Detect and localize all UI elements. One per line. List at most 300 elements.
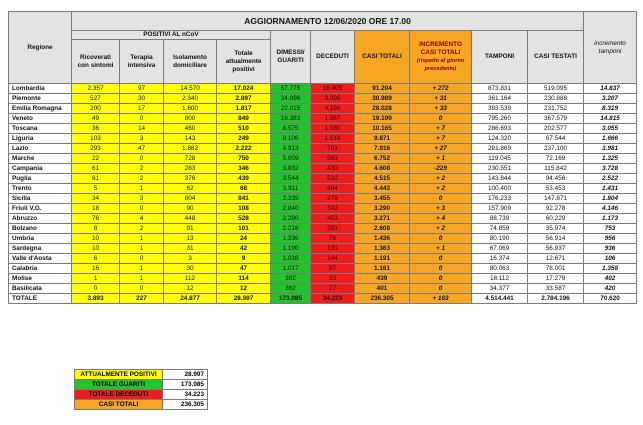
cell-casi-testati: 202.577 [528, 124, 584, 134]
cell-terapia: 3 [120, 134, 164, 144]
cell-incremento-tamponi: 3.055 [584, 124, 637, 134]
cell-isolamento: 12 [164, 284, 217, 294]
cell-totale-positivi: 12 [217, 284, 271, 294]
cell-casi-totali: 1.191 [355, 254, 410, 264]
total-row [9, 294, 637, 304]
cell-casi-testati: 230.888 [528, 94, 584, 104]
cell-terapia: 47 [120, 144, 164, 154]
cell-isolamento: 800 [164, 114, 217, 124]
cell-incremento-tamponi: 956 [584, 234, 637, 244]
header-isolamento: Isolamento domiciliare [164, 40, 217, 84]
cell-ricoverati: 10 [72, 244, 120, 254]
cell-dimessi: 3.832 [271, 164, 311, 174]
cell-ricoverati: 22 [72, 154, 120, 164]
cell-ricoverati: 527 [72, 94, 120, 104]
cell-casi-totali: 7.916 [355, 144, 410, 154]
cell-totale-positivi: 2.897 [217, 94, 271, 104]
cell-casi-totali: 439 [355, 274, 410, 284]
cell-casi-testati: 231.752 [528, 104, 584, 114]
cell-isolamento: 13 [164, 234, 217, 244]
cell-casi-testati: 12.671 [528, 254, 584, 264]
cell-tamponi: 34.377 [472, 284, 528, 294]
cell-isolamento: 112 [164, 274, 217, 284]
cell-tamponi: 157.909 [472, 204, 528, 214]
cell-casi-testati: 72.169 [528, 154, 584, 164]
summary-row [75, 380, 208, 390]
cell-incremento: + 4 [410, 214, 472, 224]
cell-totale-positivi: 346 [217, 164, 271, 174]
summary-label: CASI TOTALI [75, 400, 163, 410]
summary-value: 28.997 [163, 370, 208, 380]
cell-tamponi: 119.045 [472, 154, 528, 164]
header-casi-totali: CASI TOTALI [355, 31, 410, 84]
cell-deceduti: 23 [311, 274, 355, 284]
cell-tamponi: 100.400 [472, 184, 528, 194]
cell-isolamento: 2.340 [164, 94, 217, 104]
cell-deceduti: 291 [311, 224, 355, 234]
cell-isolamento: 14.570 [164, 84, 217, 94]
table-row [9, 134, 637, 144]
cell-tamponi: 291.869 [472, 144, 528, 154]
cell-totale-positivi: 9 [217, 254, 271, 264]
cell-dimessi: 57.775 [271, 84, 311, 94]
cell-incremento-tamponi: 1.358 [584, 264, 637, 274]
header-dimessi: DIMESSI/ GUARITI [271, 31, 311, 84]
cell-incremento-tamponi: 3.207 [584, 94, 637, 104]
cell-terapia: 97 [120, 84, 164, 94]
cell-ricoverati: 1 [72, 274, 120, 284]
cell-casi-totali: 4.515 [355, 174, 410, 184]
cell-isolamento: 283 [164, 164, 217, 174]
total-cell-totale-positivi: 28.997 [217, 294, 271, 304]
cell-tamponi: 143.844 [472, 174, 528, 184]
total-cell-deceduti: 34.223 [311, 294, 355, 304]
table-row [9, 174, 637, 184]
cell-tamponi: 16.374 [472, 254, 528, 264]
cell-ricoverati: 0 [72, 284, 120, 294]
cell-deceduti: 76 [311, 234, 355, 244]
cell-casi-totali: 19.199 [355, 114, 410, 124]
cell-casi-totali: 2.608 [355, 224, 410, 234]
cell-ricoverati: 76 [72, 214, 120, 224]
cell-ricoverati: 49 [72, 114, 120, 124]
cell-totale-positivi: 510 [217, 124, 271, 134]
cell-terapia: 1 [120, 234, 164, 244]
cell-incremento: + 1 [410, 154, 472, 164]
cell-isolamento: 62 [164, 184, 217, 194]
cell-ricoverati: 200 [72, 104, 120, 114]
cell-isolamento: 143 [164, 134, 217, 144]
cell-deceduti: 279 [311, 194, 355, 204]
cell-casi-totali: 30.989 [355, 94, 410, 104]
header-deceduti: DECEDUTI [311, 31, 355, 84]
cell-casi-testati: 115.842 [528, 164, 584, 174]
total-cell-tamponi: 4.514.441 [472, 294, 528, 304]
cell-casi-totali: 1.363 [355, 244, 410, 254]
cell-dimessi: 1.336 [271, 234, 311, 244]
cell-incremento-tamponi: 1.431 [584, 184, 637, 194]
table-row [9, 124, 637, 134]
cell-dimessi: 2.290 [271, 214, 311, 224]
cell-casi-totali: 3.271 [355, 214, 410, 224]
cell-dimessi: 302 [271, 274, 311, 284]
cell-ricoverati: 6 [72, 254, 120, 264]
cell-isolamento: 3 [164, 254, 217, 264]
cell-deceduti: 342 [311, 204, 355, 214]
total-cell-incremento: + 163 [410, 294, 472, 304]
cell-tamponi: 393.539 [472, 104, 528, 114]
cell-region: Friuli V.G. [9, 204, 72, 214]
cell-ricoverati: 293 [72, 144, 120, 154]
cell-region: Veneto [9, 114, 72, 124]
cell-casi-totali: 401 [355, 284, 410, 294]
cell-tamponi: 88.739 [472, 214, 528, 224]
total-cell-casi-testati: 2.784.196 [528, 294, 584, 304]
cell-terapia: 1 [120, 264, 164, 274]
cell-region: Calabria [9, 264, 72, 274]
cell-region: Campania [9, 164, 72, 174]
cell-incremento: -229 [410, 164, 472, 174]
cell-incremento: + 33 [410, 104, 472, 114]
header-tamponi: TAMPONI [472, 31, 528, 84]
cell-dimessi: 1.038 [271, 254, 311, 264]
cell-ricoverati: 61 [72, 174, 120, 184]
cell-incremento-tamponi: 14.837 [584, 84, 637, 94]
cell-dimessi: 362 [271, 284, 311, 294]
cell-casi-totali: 1.161 [355, 264, 410, 274]
table-row [9, 164, 637, 174]
cell-ricoverati: 16 [72, 264, 120, 274]
cell-incremento-tamponi: 4.146 [584, 204, 637, 214]
table-row [9, 284, 637, 294]
cell-region: Molise [9, 274, 72, 284]
cell-terapia: 4 [120, 214, 164, 224]
cell-dimessi: 2.335 [271, 194, 311, 204]
cell-tamponi: 286.693 [472, 124, 528, 134]
cell-incremento-tamponi: 2.522 [584, 174, 637, 184]
cell-region: Valle d'Aosta [9, 254, 72, 264]
cell-incremento-tamponi: 1.804 [584, 194, 637, 204]
cell-casi-testati: 67.544 [528, 134, 584, 144]
cell-region: Lombardia [9, 84, 72, 94]
cell-tamponi: 176.233 [472, 194, 528, 204]
summary-label: ATTUALMENTE POSITIVI [75, 370, 163, 380]
cell-casi-testati: 519.095 [528, 84, 584, 94]
cell-incremento: + 7 [410, 134, 472, 144]
cell-casi-totali: 4.443 [355, 184, 410, 194]
table-row [9, 144, 637, 154]
cell-incremento-tamponi: 14.815 [584, 114, 637, 124]
cell-dimessi: 8.106 [271, 134, 311, 144]
cell-casi-testati: 35.974 [528, 224, 584, 234]
cell-terapia: 2 [120, 224, 164, 234]
cell-isolamento: 376 [164, 174, 217, 184]
cell-terapia: 0 [120, 114, 164, 124]
page-title: AGGIORNAMENTO 12/06/2020 ORE 17.00 [72, 12, 584, 31]
cell-casi-totali: 4.608 [355, 164, 410, 174]
total-cell-ricoverati: 3.893 [72, 294, 120, 304]
cell-deceduti: 27 [311, 284, 355, 294]
cell-isolamento: 728 [164, 154, 217, 164]
data-table [8, 11, 637, 304]
cell-casi-totali: 6.752 [355, 154, 410, 164]
cell-ricoverati: 10 [72, 234, 120, 244]
cell-terapia: 1 [120, 244, 164, 254]
cell-terapia: 1 [120, 184, 164, 194]
cell-region: Bolzano [9, 224, 72, 234]
cell-casi-totali: 91.204 [355, 84, 410, 94]
cell-dimessi: 24.096 [271, 94, 311, 104]
cell-terapia: 0 [120, 284, 164, 294]
cell-deceduti: 993 [311, 154, 355, 164]
cell-tamponi: 67.069 [472, 244, 528, 254]
total-cell-incremento-tamponi: 70.620 [584, 294, 637, 304]
cell-totale-positivi: 17.024 [217, 84, 271, 94]
cell-incremento: + 1 [410, 244, 472, 254]
cell-ricoverati: 103 [72, 134, 120, 144]
cell-deceduti: 430 [311, 164, 355, 174]
cell-ricoverati: 5 [72, 184, 120, 194]
header-positivi-group: POSITIVI AL nCoV [72, 31, 271, 40]
cell-totale-positivi: 249 [217, 134, 271, 144]
cell-isolamento: 1.600 [164, 104, 217, 114]
cell-deceduti: 4.196 [311, 104, 355, 114]
cell-terapia: 0 [120, 254, 164, 264]
header-totale-positivi: Totale attualmente positivi [217, 40, 271, 84]
cell-ricoverati: 61 [72, 164, 120, 174]
cell-tamponi: 795.260 [472, 114, 528, 124]
cell-region: Piemonte [9, 94, 72, 104]
cell-incremento: 0 [410, 264, 472, 274]
cell-region: Trento [9, 184, 72, 194]
cell-totale-positivi: 841 [217, 194, 271, 204]
cell-casi-testati: 78.001 [528, 264, 584, 274]
header-regione: Regione [9, 12, 72, 84]
cell-incremento: + 2 [410, 184, 472, 194]
cell-isolamento: 90 [164, 204, 217, 214]
cell-isolamento: 30 [164, 264, 217, 274]
cell-casi-testati: 367.579 [528, 114, 584, 124]
summary-table [74, 369, 208, 410]
cell-casi-testati: 56.937 [528, 244, 584, 254]
cell-casi-testati: 92.278 [528, 204, 584, 214]
cell-totale-positivi: 114 [217, 274, 271, 284]
cell-totale-positivi: 47 [217, 264, 271, 274]
cell-ricoverati: 18 [72, 204, 120, 214]
cell-terapia: 0 [120, 154, 164, 164]
cell-region: Umbria [9, 234, 72, 244]
cell-casi-totali: 1.436 [355, 234, 410, 244]
cell-incremento: + 2 [410, 224, 472, 234]
cell-dimessi: 22.015 [271, 104, 311, 114]
cell-totale-positivi: 2.222 [217, 144, 271, 154]
cell-deceduti: 1.080 [311, 124, 355, 134]
table-row [9, 264, 637, 274]
cell-deceduti: 131 [311, 244, 355, 254]
cell-dimessi: 5.009 [271, 154, 311, 164]
cell-region: Basilicata [9, 284, 72, 294]
cell-region: Toscana [9, 124, 72, 134]
summary-row [75, 400, 208, 410]
summary-row [75, 370, 208, 380]
cell-casi-testati: 56.914 [528, 234, 584, 244]
cell-isolamento: 31 [164, 244, 217, 254]
summary-label: TOTALE DECEDUTI [75, 390, 163, 400]
cell-isolamento: 448 [164, 214, 217, 224]
table-row [9, 254, 637, 264]
cell-tamponi: 361.164 [472, 94, 528, 104]
cell-dimessi: 8.575 [271, 124, 311, 134]
cell-casi-testati: 94.456 [528, 174, 584, 184]
table-row [9, 184, 637, 194]
cell-incremento-tamponi: 1.666 [584, 134, 637, 144]
cell-region: Sicilia [9, 194, 72, 204]
cell-dimessi: 3.544 [271, 174, 311, 184]
header-row-title [9, 12, 637, 31]
cell-terapia: 0 [120, 204, 164, 214]
cell-dimessi: 2.840 [271, 204, 311, 214]
cell-casi-testati: 237.100 [528, 144, 584, 154]
header-incremento-title: INCREMENTO CASI TOTALI [419, 41, 462, 56]
table-row [9, 154, 637, 164]
cell-deceduti: 144 [311, 254, 355, 264]
cell-terapia: 14 [120, 124, 164, 134]
cell-casi-testati: 17.279 [528, 274, 584, 284]
table-row [9, 104, 637, 114]
cell-tamponi: 18.112 [472, 274, 528, 284]
cell-incremento: 0 [410, 274, 472, 284]
cell-casi-totali: 28.028 [355, 104, 410, 114]
cell-casi-testati: 33.587 [528, 284, 584, 294]
header-ricoverati: Ricoverati con sintomi [72, 40, 120, 84]
table-row [9, 194, 637, 204]
cell-dimessi: 4.913 [271, 144, 311, 154]
cell-incremento: 0 [410, 234, 472, 244]
cell-region: Sardegna [9, 244, 72, 254]
cell-region: Emilia Romagna [9, 104, 72, 114]
total-cell-isolamento: 24.877 [164, 294, 217, 304]
total-cell-casi-totali: 236.305 [355, 294, 410, 304]
cell-tamponi: 80.063 [472, 264, 528, 274]
cell-dimessi: 2.216 [271, 224, 311, 234]
cell-deceduti: 781 [311, 144, 355, 154]
cell-casi-totali: 3.290 [355, 204, 410, 214]
cell-terapia: 1 [120, 274, 164, 284]
cell-deceduti: 464 [311, 184, 355, 194]
cell-casi-totali: 3.455 [355, 194, 410, 204]
summary-value: 34.223 [163, 390, 208, 400]
cell-terapia: 30 [120, 94, 164, 104]
cell-incremento-tamponi: 1.325 [584, 154, 637, 164]
cell-deceduti: 532 [311, 174, 355, 184]
cell-incremento: + 7 [410, 124, 472, 134]
cell-region: Liguria [9, 134, 72, 144]
cell-tamponi: 124.320 [472, 134, 528, 144]
table-row [9, 234, 637, 244]
cell-isolamento: 91 [164, 224, 217, 234]
cell-deceduti: 453 [311, 214, 355, 224]
table-row [9, 94, 637, 104]
cell-totale-positivi: 849 [217, 114, 271, 124]
cell-incremento: + 27 [410, 144, 472, 154]
cell-totale-positivi: 750 [217, 154, 271, 164]
cell-deceduti: 97 [311, 264, 355, 274]
cell-incremento: + 31 [410, 94, 472, 104]
cell-casi-testati: 60.229 [528, 214, 584, 224]
cell-totale-positivi: 528 [217, 214, 271, 224]
cell-totale-positivi: 42 [217, 244, 271, 254]
cell-incremento: 0 [410, 254, 472, 264]
cell-incremento-tamponi: 936 [584, 244, 637, 254]
header-incremento-tamponi: incremento tamponi [584, 12, 637, 84]
header-incremento [410, 31, 472, 84]
total-cell-region: TOTALE [9, 294, 72, 304]
cell-terapia: 2 [120, 174, 164, 184]
cell-region: Abruzzo [9, 214, 72, 224]
cell-region: Lazio [9, 144, 72, 154]
cell-deceduti: 1.516 [311, 134, 355, 144]
cell-incremento: 0 [410, 194, 472, 204]
cell-isolamento: 460 [164, 124, 217, 134]
table-row [9, 214, 637, 224]
cell-dimessi: 1.190 [271, 244, 311, 254]
summary-label: TOTALE GUARITI [75, 380, 163, 390]
cell-isolamento: 804 [164, 194, 217, 204]
total-cell-terapia: 227 [120, 294, 164, 304]
cell-ricoverati: 36 [72, 124, 120, 134]
cell-casi-totali: 9.871 [355, 134, 410, 144]
cell-totale-positivi: 68 [217, 184, 271, 194]
cell-region: Marche [9, 154, 72, 164]
cell-incremento: 0 [410, 284, 472, 294]
header-terapia: Terapia intensiva [120, 40, 164, 84]
table-row [9, 274, 637, 284]
cell-dimessi: 3.911 [271, 184, 311, 194]
table-row [9, 224, 637, 234]
cell-incremento-tamponi: 106 [584, 254, 637, 264]
table-row [9, 114, 637, 124]
summary-value: 173.085 [163, 380, 208, 390]
table-row [9, 244, 637, 254]
cell-casi-testati: 53.453 [528, 184, 584, 194]
header-incremento-sub: (rispetto al giorno precedente) [416, 58, 465, 72]
cell-deceduti: 16.405 [311, 84, 355, 94]
summary-row [75, 390, 208, 400]
cell-incremento: + 272 [410, 84, 472, 94]
cell-isolamento: 1.882 [164, 144, 217, 154]
cell-tamponi: 80.190 [472, 234, 528, 244]
cell-terapia: 17 [120, 104, 164, 114]
cell-incremento-tamponi: 1.173 [584, 214, 637, 224]
cell-incremento: + 2 [410, 174, 472, 184]
cell-region: Puglia [9, 174, 72, 184]
cell-incremento-tamponi: 420 [584, 284, 637, 294]
cell-terapia: 2 [120, 164, 164, 174]
cell-incremento: + 3 [410, 204, 472, 214]
cell-casi-totali: 10.165 [355, 124, 410, 134]
cell-totale-positivi: 439 [217, 174, 271, 184]
header-casi-testati: CASI TESTATI [528, 31, 584, 84]
cell-tamponi: 74.859 [472, 224, 528, 234]
cell-totale-positivi: 1.817 [217, 104, 271, 114]
cell-casi-testati: 147.871 [528, 194, 584, 204]
cell-incremento-tamponi: 753 [584, 224, 637, 234]
table-row [9, 84, 637, 94]
cell-totale-positivi: 101 [217, 224, 271, 234]
cell-totale-positivi: 108 [217, 204, 271, 214]
cell-terapia: 3 [120, 194, 164, 204]
cell-tamponi: 230.551 [472, 164, 528, 174]
